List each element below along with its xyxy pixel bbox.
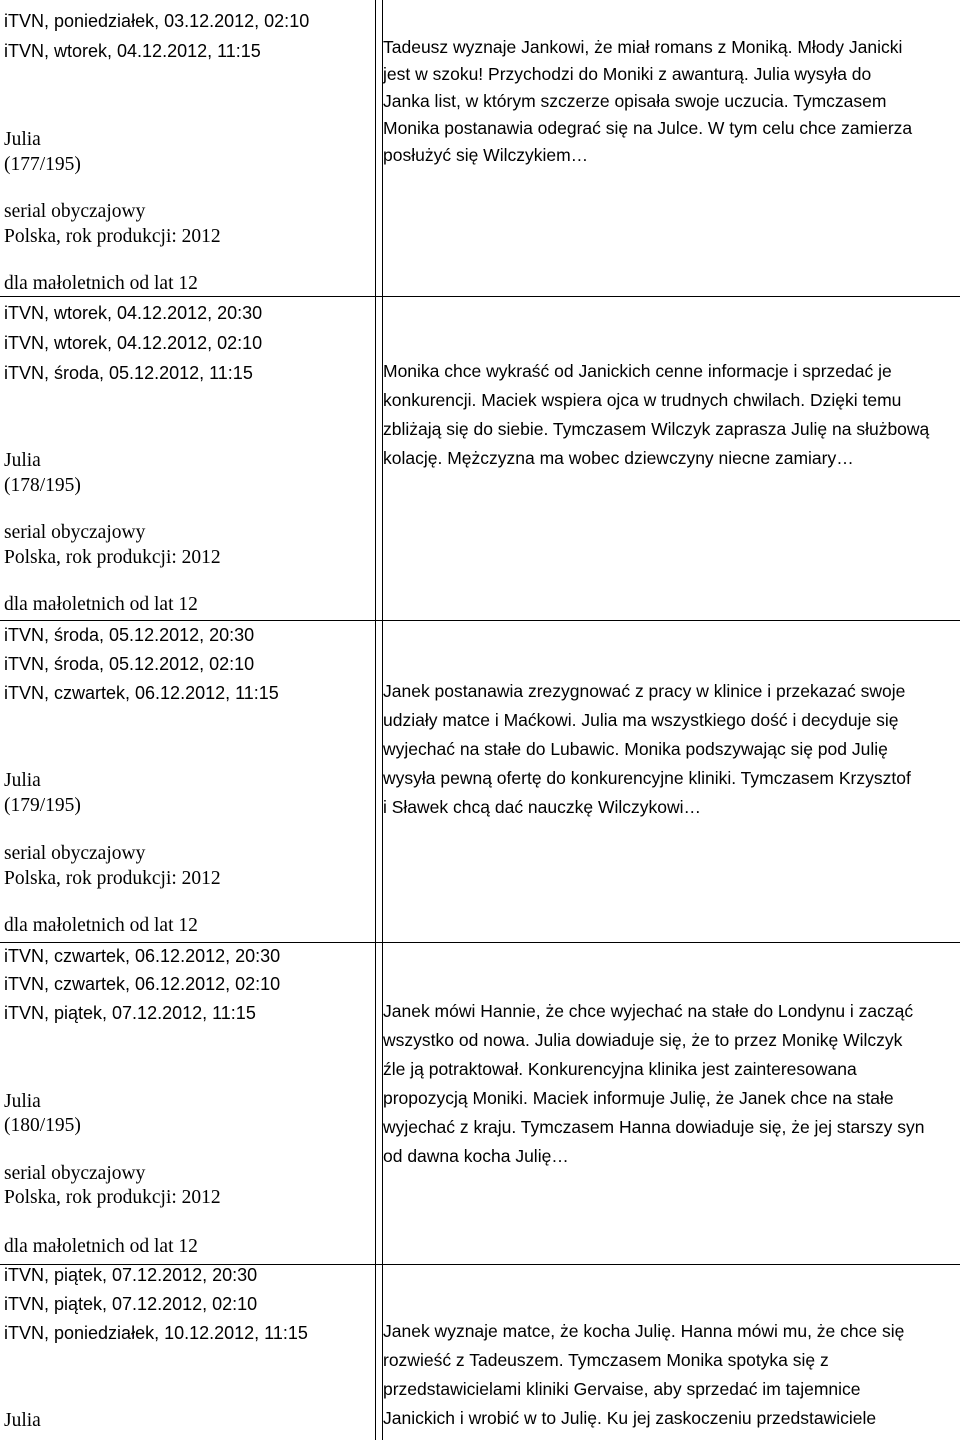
description-line: jest w szoku! Przychodzi do Moniki z awanturą. Julia wysyła do <box>383 64 872 84</box>
airing-time: iTVN, czwartek, 06.12.2012, 20:30 <box>4 946 281 966</box>
column-divider-left <box>375 296 376 620</box>
description-line: Tadeusz wyznaje Jankowi, że miał romans z Moniką. Młody Janicki <box>383 37 903 57</box>
episode-number: (177/195) <box>4 154 81 175</box>
episode-number: (178/195) <box>4 475 81 496</box>
description-line: udziały matce i Maćkowi. Julia ma wszystkiego dość i decyduje się <box>383 710 899 730</box>
description-line: propozycją Moniki. Maciek informuje Julię, że Janek chce na stałe <box>383 1088 894 1108</box>
episode-description <box>383 997 958 1171</box>
episode-description <box>383 1317 958 1433</box>
production-info: Polska, rok produkcji: 2012 <box>4 868 221 889</box>
show-title: Julia <box>4 129 41 150</box>
airing-time: iTVN, czwartek, 06.12.2012, 11:15 <box>4 683 279 703</box>
row-divider <box>0 620 960 621</box>
description-line: Janek postanawia zrezygnować z pracy w klinice i przekazać swoje <box>383 681 906 701</box>
description-line: wyjechać z kraju. Tymczasem Hanna dowiaduje się, że jej starszy syn <box>383 1117 925 1137</box>
age-rating: dla małoletnich od lat 12 <box>4 594 198 615</box>
show-title: Julia <box>4 770 41 791</box>
genre: serial obyczajowy <box>4 1163 146 1184</box>
description-line: wysyła pewną ofertę do konkurencyjne kliniki. Tymczasem Krzysztof <box>383 768 911 788</box>
description-line: przedstawicielami kliniki Gervaise, aby sprzedać im tajemnice <box>383 1379 861 1399</box>
airing-time: iTVN, wtorek, 04.12.2012, 11:15 <box>4 41 261 61</box>
description-line: Janek mówi Hannie, że chce wyjechać na stałe do Londynu i zacząć <box>383 1001 914 1021</box>
description-line: rozwieść z Tadeuszem. Tymczasem Monika spotyka się z <box>383 1350 829 1370</box>
description-line: i Sławek chcą dać nauczkę Wilczykowi… <box>383 797 702 817</box>
row-divider <box>0 296 960 297</box>
column-divider-left <box>375 1264 376 1440</box>
description-line: Monika chce wykraść od Janickich cenne informacje i sprzedać je <box>383 361 892 381</box>
column-divider-left <box>375 942 376 1264</box>
description-line: konkurencji. Maciek wspiera ojca w trudnych chwilach. Dzięki temu <box>383 390 902 410</box>
episode-description <box>383 677 958 822</box>
airing-time: iTVN, środa, 05.12.2012, 11:15 <box>4 363 253 383</box>
production-info: Polska, rok produkcji: 2012 <box>4 547 221 568</box>
episode-description <box>383 34 958 169</box>
genre: serial obyczajowy <box>4 201 146 222</box>
description-line: od dawna kocha Julię… <box>383 1146 569 1166</box>
production-info: Polska, rok produkcji: 2012 <box>4 226 221 247</box>
show-title: Julia <box>4 1091 41 1112</box>
airing-time: iTVN, piątek, 07.12.2012, 02:10 <box>4 1294 258 1314</box>
description-line: wszystko od nowa. Julia dowiaduje się, że to przez Monikę Wilczyk <box>383 1030 903 1050</box>
description-line: wyjechać na stałe do Lubawic. Monika podszywając się pod Julię <box>383 739 888 759</box>
row-divider <box>0 942 960 943</box>
airing-time: iTVN, czwartek, 06.12.2012, 02:10 <box>4 974 281 994</box>
age-rating: dla małoletnich od lat 12 <box>4 915 198 936</box>
age-rating: dla małoletnich od lat 12 <box>4 1236 198 1257</box>
description-line: Janka list, w którym szczerze opisała swoje uczucia. Tymczasem <box>383 91 887 111</box>
airing-time: iTVN, piątek, 07.12.2012, 20:30 <box>4 1265 258 1285</box>
description-line: zbliżają się do siebie. Tymczasem Wilczyk zaprasza Julię na służbową <box>383 419 930 439</box>
genre: serial obyczajowy <box>4 522 146 543</box>
episode-description <box>383 357 958 473</box>
description-line: posłużyć się Wilczykiem… <box>383 145 589 165</box>
column-divider-left <box>375 620 376 942</box>
genre: serial obyczajowy <box>4 843 146 864</box>
airing-time: iTVN, wtorek, 04.12.2012, 02:10 <box>4 333 263 353</box>
airing-time: iTVN, piątek, 07.12.2012, 11:15 <box>4 1003 256 1023</box>
description-line: Monika postanawia odegrać się na Julce. W tym celu chce zamierza <box>383 118 913 138</box>
description-line: źle ją potraktował. Konkurencyjna klinika jest zainteresowana <box>383 1059 857 1079</box>
airing-time: iTVN, poniedziałek, 03.12.2012, 02:10 <box>4 11 310 31</box>
show-title: Julia <box>4 1410 41 1431</box>
description-line: Janickich i wrobić w to Julię. Ku jej zaskoczeniu przedstawiciele <box>383 1408 877 1428</box>
episode-number: (179/195) <box>4 795 81 816</box>
airing-time: iTVN, poniedziałek, 10.12.2012, 11:15 <box>4 1323 308 1343</box>
column-divider-left <box>375 0 376 296</box>
description-line: kolację. Mężczyzna ma wobec dziewczyny niecne zamiary… <box>383 448 854 468</box>
airing-time: iTVN, środa, 05.12.2012, 20:30 <box>4 625 255 645</box>
description-line: Janek wyznaje matce, że kocha Julię. Hanna mówi mu, że chce się <box>383 1321 905 1341</box>
airing-time: iTVN, środa, 05.12.2012, 02:10 <box>4 654 255 674</box>
episode-number: (180/195) <box>4 1115 81 1136</box>
age-rating: dla małoletnich od lat 12 <box>4 273 198 294</box>
airing-time: iTVN, wtorek, 04.12.2012, 20:30 <box>4 303 263 323</box>
show-title: Julia <box>4 450 41 471</box>
production-info: Polska, rok produkcji: 2012 <box>4 1187 221 1208</box>
